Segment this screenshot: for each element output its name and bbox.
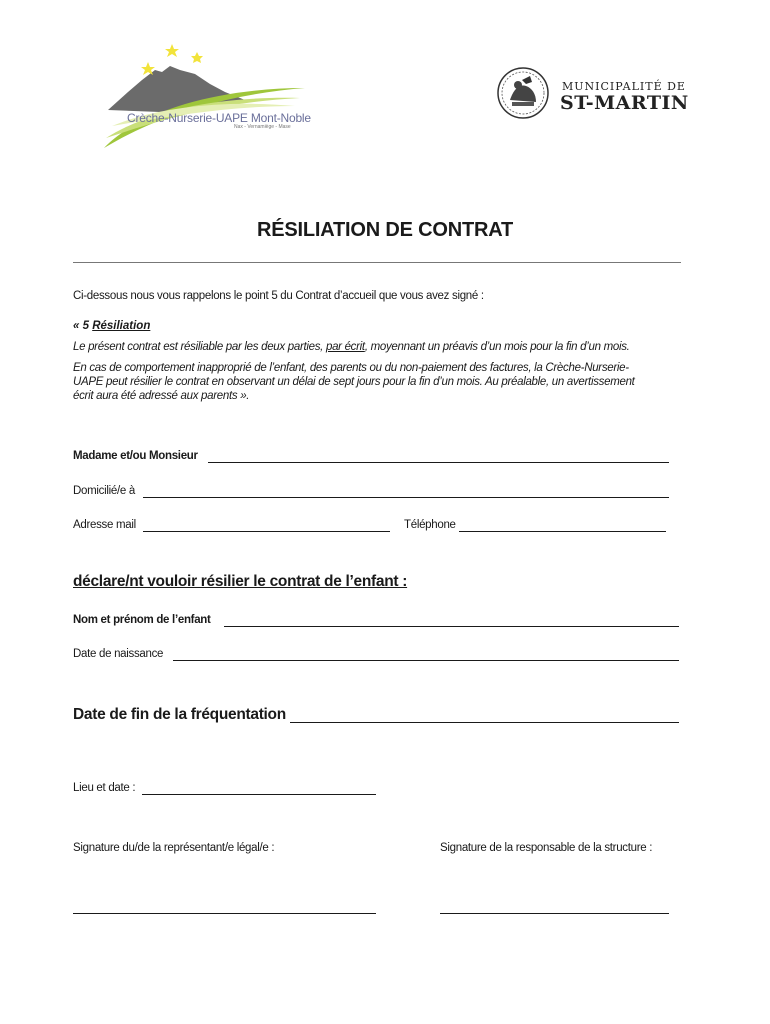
- municipality-logo: [496, 66, 696, 122]
- article-line-4: écrit aura été adressé aux parents ».: [73, 390, 250, 402]
- signature-representative-field[interactable]: [73, 913, 376, 914]
- signature-representative-label: Signature du/de la représentant/e légal/e :: [73, 842, 275, 854]
- municipality-line1: MUNICIPALITÉ DE: [562, 80, 686, 93]
- article-line-1a: Le présent contrat est résiliable par les deux parties,: [73, 341, 326, 353]
- child-name-field[interactable]: [224, 626, 679, 627]
- article-heading-title: Résiliation: [92, 320, 151, 332]
- article-line-1-underlined: par écrit: [325, 341, 365, 353]
- end-date-label: Date de fin de la fréquentation: [73, 706, 286, 723]
- star-icon: [165, 44, 179, 57]
- phone-field[interactable]: [459, 531, 666, 532]
- parent-name-label: Madame et/ou Monsieur: [73, 450, 198, 462]
- municipality-line2: ST-MARTIN: [560, 92, 689, 114]
- creche-name: Crèche-Nurserie-UAPE Mont-Noble: [127, 111, 311, 125]
- article-heading: [73, 320, 150, 332]
- creche-subtitle: Nax - Vernamiège - Mase: [234, 124, 291, 130]
- parent-name-field[interactable]: [208, 462, 669, 463]
- article-line-2: En cas de comportement inapproprié de l’enfant, des parents ou du non-paiement des factures, la Crèche-Nurserie-: [73, 362, 629, 374]
- birth-date-field[interactable]: [173, 660, 679, 661]
- email-field[interactable]: [143, 531, 390, 532]
- child-name-label: Nom et prénom de l’enfant: [73, 614, 211, 626]
- place-date-label: Lieu et date :: [73, 782, 136, 794]
- municipal-seal-icon: [496, 66, 550, 120]
- mountain-logo-graphic: [100, 40, 315, 150]
- birth-date-label: Date de naissance: [73, 648, 164, 660]
- article-line-1: [73, 341, 630, 353]
- place-date-field[interactable]: [142, 794, 376, 795]
- article-line-1b: , moyennant un préavis d’un mois pour la fin d’un mois.: [364, 341, 630, 353]
- article-line-3: UAPE peut résilier le contrat en observant un délai de sept jours pour la fin d’un mois. Au préalable, un avertissement: [73, 376, 635, 388]
- document-title: RÉSILIATION DE CONTRAT: [257, 219, 513, 241]
- end-date-field[interactable]: [290, 722, 679, 723]
- star-icon: [191, 52, 203, 63]
- title-divider: [73, 262, 681, 263]
- creche-logo: [100, 40, 315, 150]
- domicile-field[interactable]: [143, 497, 669, 498]
- signature-responsible-field[interactable]: [440, 913, 669, 914]
- child-section-heading: déclare/nt vouloir résilier le contrat de l’enfant :: [73, 573, 408, 590]
- email-label: Adresse mail: [73, 519, 136, 531]
- phone-label: Téléphone: [404, 519, 456, 531]
- intro-text: Ci-dessous nous vous rappelons le point 5 du Contrat d’accueil que vous avez signé :: [73, 290, 484, 302]
- domicile-label: Domicilié/e à: [73, 485, 135, 497]
- article-heading-prefix: « 5: [73, 320, 93, 332]
- signature-responsible-label: Signature de la responsable de la structure :: [440, 842, 653, 854]
